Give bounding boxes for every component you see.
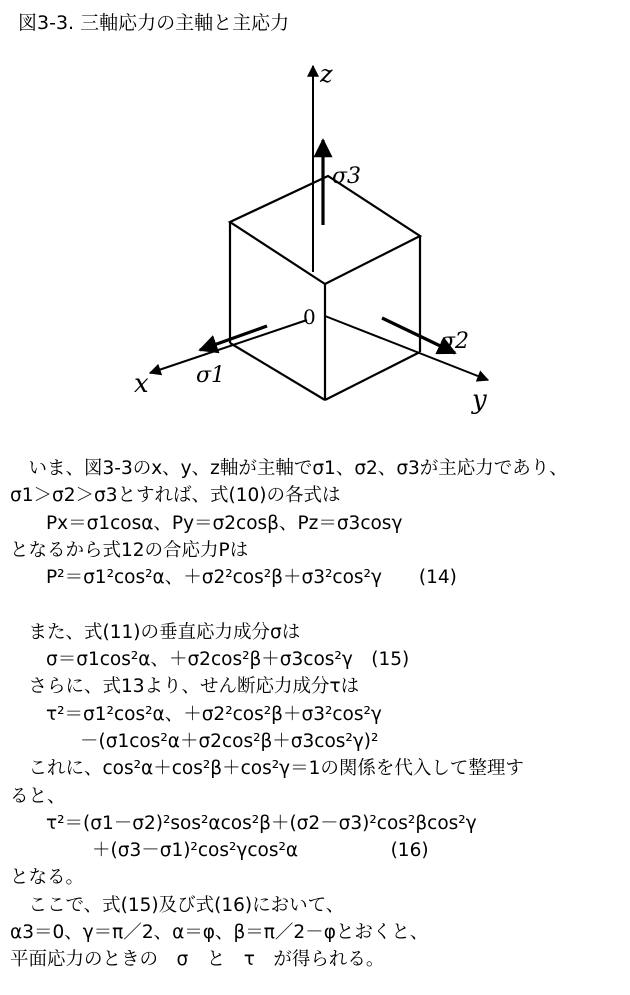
equation-16-line2: ＋(σ3－σ1)²cos²γcos²α (16) (92, 840, 429, 862)
equation-tau-line2: －(σ1cos²α＋σ2cos²β＋σ3cos²γ)² (80, 730, 379, 752)
sigma1-label: σ1 (196, 363, 226, 388)
x-axis (150, 320, 307, 373)
text-line-18: α3＝0、γ＝π／2、α＝φ、β＝π／2－φとおくと、 (10, 922, 429, 944)
text-line-12: これに、cos²α＋cos²β＋cos²γ＝1の関係を代入して整理す (10, 758, 524, 780)
cube (230, 176, 420, 400)
y-axis-label: y (472, 385, 487, 415)
x-axis-label: x (134, 369, 149, 399)
text-line-2: σ1＞σ2＞σ3とすれば、式(10)の各式は (10, 485, 341, 507)
z-axis-label: z (320, 60, 333, 88)
figure-title: 図3-3. 三軸応力の主軸と主応力 (18, 12, 290, 34)
text-line-4: となるから式12の合応力Pは (10, 539, 249, 561)
text-line-3: Px＝σ1cosα、Py＝σ2cosβ、Pz＝σ3cosγ (46, 512, 403, 534)
blank-line (10, 591, 622, 618)
sigma2-label: σ2 (440, 329, 470, 354)
text-line-19: 平面応力のときの σ と τ が得られる。 (10, 949, 385, 971)
principal-stress-figure (0, 0, 630, 450)
sigma3-label: σ3 (332, 164, 362, 189)
explanation-text (10, 455, 622, 974)
equation-tau-line1: τ²＝σ1²cos²α、＋σ2²cos²β＋σ3²cos²γ (46, 703, 382, 725)
text-line-17: ここで、式(15)及び式(16)において、 (10, 894, 345, 916)
sigma1-arrow (200, 326, 267, 350)
text-line-9: さらに、式13より、せん断応力成分τは (10, 676, 360, 698)
equation-16-line1: τ²＝(σ1－σ2)²sos²αcos²β＋(σ2－σ3)²cos²βcos²γ (46, 812, 477, 834)
equation-14: P²＝σ1²cos²α、＋σ2²cos²β＋σ3²cos²γ (14) (46, 567, 457, 589)
text-line-16: となる。 (10, 867, 85, 889)
equation-15: σ＝σ1cos²α、＋σ2cos²β＋σ3cos²γ (15) (46, 649, 410, 671)
text-line-7: また、式(11)の垂直応力成分σは (10, 621, 301, 643)
text-line-1: いま、図3-3のx、y、z軸が主軸でσ1、σ2、σ3が主応力であり、 (10, 458, 568, 479)
origin-label: 0 (303, 305, 316, 329)
text-line-13: ると、 (10, 785, 66, 807)
